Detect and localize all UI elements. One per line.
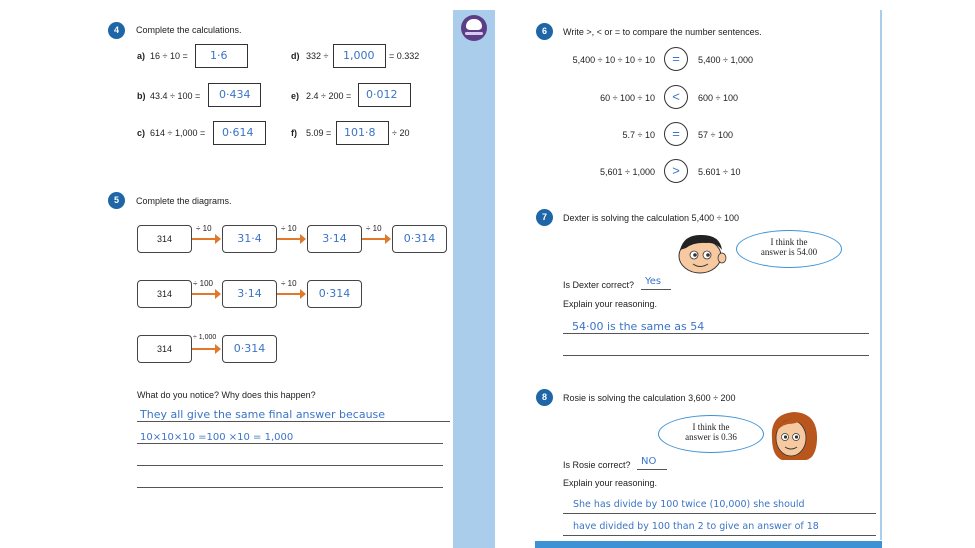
q4e-answer-box[interactable] <box>358 83 411 107</box>
diagram3-start-box <box>137 335 192 363</box>
diagram1-op-3: ÷ 10 <box>366 224 382 233</box>
q4c-answer: 0·614 <box>222 126 254 139</box>
q5-answer-line-1: They all give the same final answer because <box>140 408 386 421</box>
diagram1-answer-1: 31·4 <box>237 232 262 245</box>
diagram2-answer-1: 3·14 <box>237 287 262 300</box>
page-divider <box>453 10 495 548</box>
diagram2-answer-2: 0·314 <box>318 287 351 300</box>
q6-row4-left: 5,601 ÷ 1,000 <box>600 167 655 177</box>
q6-row3-sign[interactable]: = <box>664 122 688 146</box>
dexter-speech-bubble <box>736 230 842 268</box>
q4f-label: f) <box>291 128 297 138</box>
q8-correct-answer[interactable]: NO <box>641 456 657 467</box>
q5-rule-1 <box>137 421 450 422</box>
question-number-4: 4 <box>108 22 125 39</box>
diagram2-box-2[interactable] <box>222 280 277 308</box>
q6-row4-right: 5.601 ÷ 10 <box>698 167 741 177</box>
q7-correct-prompt: Is Dexter correct? <box>563 280 635 290</box>
rosie-bubble-line-1: I think the <box>692 422 730 432</box>
diagram3-answer-1: 0·314 <box>233 342 266 355</box>
diagram2-box-3[interactable] <box>307 280 362 308</box>
q4b-answer: 0·434 <box>219 88 251 101</box>
diagram3-op-1: ÷ 1,000 <box>193 334 217 341</box>
diagram1-op-2: ÷ 10 <box>281 224 297 233</box>
q4c-prefix: 614 ÷ 1,000 = <box>150 128 206 138</box>
page-bottom-band <box>535 541 882 548</box>
q7-explain-prompt: Explain your reasoning. <box>563 299 658 309</box>
q4d-answer-box[interactable] <box>333 44 386 68</box>
diagram2-arrow-1 <box>192 293 216 295</box>
q5-answer-line-2: 10×10×10 =100 ×10 = 1,000 <box>140 432 294 443</box>
q7-explain-answer[interactable]: 54·00 is the same as 54 <box>572 320 705 333</box>
diagram1-start-value: 314 <box>156 234 173 244</box>
q8-correct-prompt: Is Rosie correct? <box>563 460 631 470</box>
q5-rule-3 <box>137 465 443 466</box>
q4-title: Complete the calculations. <box>136 25 242 35</box>
q7-rule-2 <box>563 355 869 356</box>
diagram3-box-2[interactable] <box>222 335 277 363</box>
diagram1-arrow-3 <box>362 238 386 240</box>
rosie-speech-bubble <box>658 415 764 453</box>
q7-rule-1 <box>563 333 869 334</box>
diagram3-arrow-1 <box>192 348 216 350</box>
q8-explain-prompt: Explain your reasoning. <box>563 478 658 488</box>
q6-row2-left: 60 ÷ 100 ÷ 10 <box>600 93 655 103</box>
q4b-label: b) <box>137 91 146 101</box>
q4f-prefix: 5.09 = <box>306 128 332 138</box>
diagram1-arrow-1 <box>192 238 216 240</box>
q7-correct-answer[interactable]: Yes <box>645 276 662 287</box>
q4d-label: d) <box>291 51 300 61</box>
q5-title: Complete the diagrams. <box>136 196 232 206</box>
q6-row3-right: 57 ÷ 100 <box>698 130 733 140</box>
q4e-label: e) <box>291 91 300 101</box>
q4b-answer-box[interactable] <box>208 83 261 107</box>
diagram1-box-4[interactable] <box>392 225 447 253</box>
question-number-7: 7 <box>536 209 553 226</box>
q5-question: What do you notice? Why does this happen? <box>137 390 316 400</box>
diagram1-box-2[interactable] <box>222 225 277 253</box>
rosie-face-icon <box>766 408 822 464</box>
dexter-bubble-line-1: I think the <box>770 237 808 247</box>
q4d-answer: 1,000 <box>343 49 375 62</box>
q6-row2-right: 600 ÷ 100 <box>698 93 738 103</box>
diagram2-start-value: 314 <box>156 289 173 299</box>
q4d-prefix: 332 ÷ <box>306 51 329 61</box>
question-number-5: 5 <box>108 192 125 209</box>
q4f-suffix: ÷ 20 <box>392 128 410 138</box>
q4a-answer-box[interactable] <box>195 44 248 68</box>
diagram1-arrow-2 <box>277 238 301 240</box>
q4a-prefix: 16 ÷ 10 = <box>150 51 188 61</box>
q6-row2-sign[interactable]: < <box>664 85 688 109</box>
diagram2-op-1: ÷ 100 <box>193 279 213 288</box>
diagram1-answer-2: 3·14 <box>322 232 347 245</box>
diagram1-box-3[interactable] <box>307 225 362 253</box>
q8-rule-1 <box>563 513 876 514</box>
diagram3-start-value: 314 <box>156 344 173 354</box>
q7-title: Dexter is solving the calculation 5,400 ÷ 100 <box>563 213 740 223</box>
q6-row1-left: 5,400 ÷ 10 ÷ 10 ÷ 10 <box>572 55 655 65</box>
diagram2-start-box <box>137 280 192 308</box>
question-number-8: 8 <box>536 389 553 406</box>
q4a-label: a) <box>137 51 146 61</box>
q7-correct-rule <box>641 289 671 290</box>
q8-title: Rosie is solving the calculation 3,600 ÷ 200 <box>563 393 736 403</box>
diagram2-op-2: ÷ 10 <box>281 279 297 288</box>
diagram2-arrow-2 <box>277 293 301 295</box>
dexter-face-icon <box>676 230 732 274</box>
dexter-bubble-line-2: answer is 54.00 <box>760 247 818 257</box>
diagram1-start-box <box>137 225 192 253</box>
logo-badge-icon <box>461 15 487 41</box>
q8-rule-2 <box>563 535 876 536</box>
q6-row1-right: 5,400 ÷ 1,000 <box>698 55 753 65</box>
q8-correct-rule <box>637 469 667 470</box>
q6-title: Write >, < or = to compare the number sentences. <box>563 27 762 37</box>
q6-row3-left: 5.7 ÷ 10 <box>622 130 655 140</box>
q5-rule-2 <box>137 443 443 444</box>
q4e-prefix: 2.4 ÷ 200 = <box>306 91 352 101</box>
q4b-prefix: 43.4 ÷ 100 = <box>150 91 201 101</box>
q4f-answer: 101·8 <box>344 126 376 139</box>
q6-row1-sign[interactable]: = <box>664 47 688 71</box>
q4d-suffix: = 0.332 <box>389 51 420 61</box>
question-number-6: 6 <box>536 23 553 40</box>
q8-explain-line-2[interactable]: have divided by 100 than 2 to give an answer of 18 <box>573 521 819 532</box>
q4e-answer: 0·012 <box>366 88 398 101</box>
q5-rule-4 <box>137 487 443 488</box>
q4a-answer: 1·6 <box>210 49 228 62</box>
q4f-answer-box[interactable] <box>336 121 389 145</box>
page-edge-line <box>880 10 882 540</box>
q6-row4-sign[interactable]: > <box>664 159 688 183</box>
diagram1-op-1: ÷ 10 <box>196 224 212 233</box>
q8-explain-line-1[interactable]: She has divide by 100 twice (10,000) she should <box>573 499 805 510</box>
q4c-answer-box[interactable] <box>213 121 266 145</box>
q4c-label: c) <box>137 128 146 138</box>
diagram1-answer-3: 0·314 <box>403 232 436 245</box>
rosie-bubble-line-2: answer is 0.36 <box>685 432 737 442</box>
